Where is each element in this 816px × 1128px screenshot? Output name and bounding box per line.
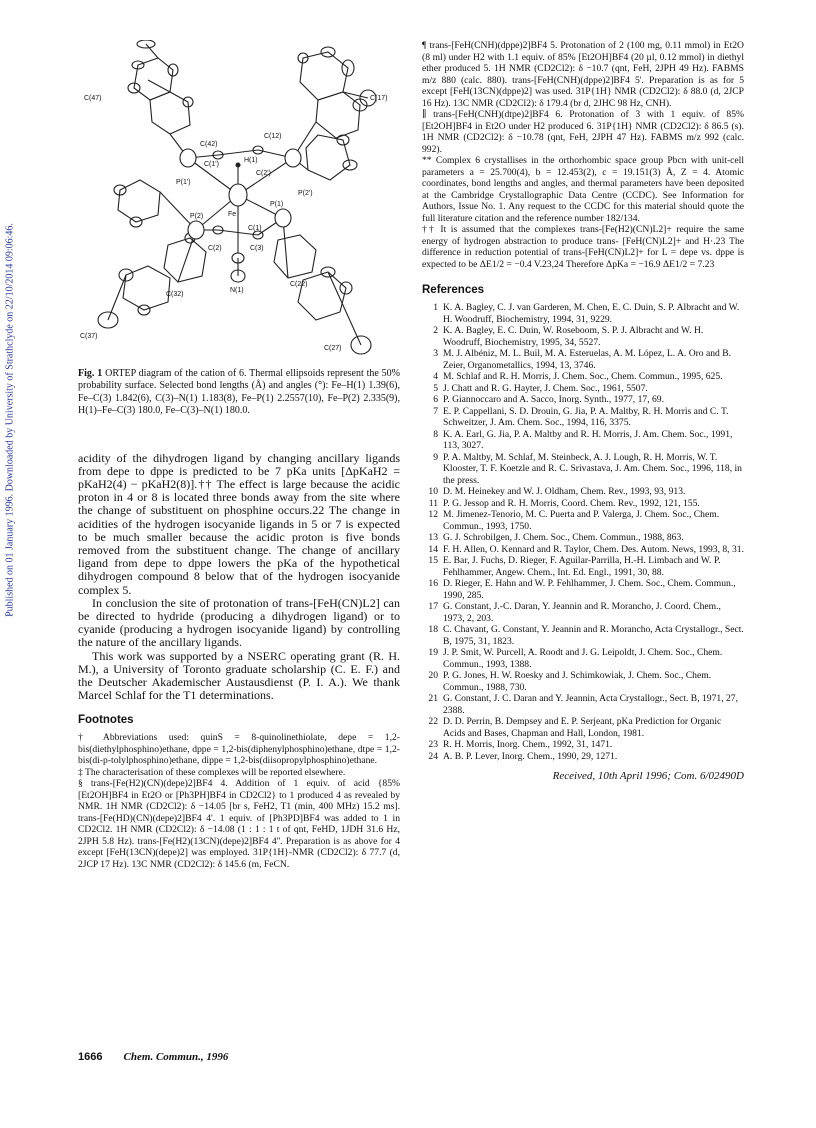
- reference-text: P. Giannoccaro and A. Sacco, Inorg. Synth., 1977, 17, 69.: [443, 394, 664, 405]
- reference-item: [422, 544, 744, 556]
- reference-item: [422, 693, 744, 716]
- reference-number: 20: [428, 670, 438, 681]
- atom-label-c32: C(32): [166, 291, 184, 298]
- reference-text: M. Jimenez-Tenorio, M. C. Puerta and P. Valerga, J. Chem. Soc., Chem. Commun., 1993, 1750.: [443, 509, 720, 532]
- atom-label-c42: C(42): [200, 141, 218, 148]
- reference-item: [422, 509, 744, 532]
- download-watermark-text: Published on 01 January 1996. Downloaded by University of Strathclyde on 22/10/2014 09:06:46.: [4, 223, 16, 617]
- footnote: ∥ trans-[FeH(CNH)(dtpe)2]BF4 6. Protonation of 3 with 1 equiv. of 85% [Et2OH]BF4 in Et2O under H2 produced 6. 31P{1H} NMR (CD2Cl2): δ 86.5 (s). 1H NMR (CD2Cl2): δ −10.78 (qnt, FeH, 2JPH 47 Hz). FABMS m/z 992 (calc. 992).: [422, 109, 744, 155]
- atom-label-c47: C(47): [84, 95, 102, 102]
- reference-item: [422, 452, 744, 487]
- figure-caption: [78, 368, 400, 418]
- ortep-figure: [78, 40, 400, 358]
- atom-label-c22: C(22): [290, 281, 308, 288]
- reference-number: 8: [433, 428, 438, 440]
- reference-text: P. G. Jones, H. W. Roesky and J. Schimkowiak, J. Chem. Soc., Chem. Commun., 1988, 730.: [443, 670, 712, 693]
- reference-text: K. A. Bagley, C. J. van Garderen, M. Chen, E. C. Duin, S. P. Albracht and W. H. Woodruff, Biochemistry, 1994, 31, 9229.: [443, 302, 740, 325]
- footnote: ¶ trans-[FeH(CNH)(dppe)2]BF4 5. Protonation of 2 (100 mg, 0.11 mmol) in Et2O (8 ml) under H2 with 1.1 equiv. of 85% [Et2OH]BF4 (20 µl, 0.12 mmol) in diethyl ether produced 5. 1H NMR (CD2Cl2): δ −10.7 (qnt, FeH, 2JPH 49 Hz). FABMS m/z 880 (calc. 880). trans-[FeH(CNH)(dppe)2]BF4 5'. Preparation is as for 5 except [FeH(13CN)(dppe)2] was used. 31P{1H} NMR (CD2Cl2): δ 88.0 (d, 2JCP 16 Hz). 13C NMR (CD2Cl2): δ 179.4 (br d, 2JHC 98 Hz, CNH).: [422, 40, 744, 109]
- reference-item: [422, 486, 744, 498]
- reference-text: A. B. P. Lever, Inorg. Chem., 1990, 29, 1271.: [443, 750, 618, 762]
- reference-text: P. G. Jessop and R. H. Morris, Coord. Chem. Rev., 1992, 121, 155.: [443, 497, 700, 509]
- phenyl-ring-right: [306, 135, 350, 180]
- reference-number: 14: [428, 543, 438, 555]
- reference-item: [422, 406, 744, 429]
- reference-number: 16: [428, 578, 438, 589]
- atom-label-p2prime: P(2'): [298, 190, 313, 197]
- reference-number: 19: [428, 647, 438, 658]
- reference-number: 4: [433, 371, 438, 382]
- atom-label-p1: P(1): [270, 201, 284, 208]
- reference-item: [422, 716, 744, 739]
- reference-text: J. P. Smit, W. Purcell, A. Roodt and J. G. Leipoldt, J. Chem. Soc., Chem. Commun., 1993, 1388.: [443, 647, 723, 670]
- reference-text: J. Chatt and R. G. Hayter, J. Chem. Soc., 1961, 5507.: [443, 382, 648, 394]
- reference-number: 10: [428, 486, 438, 497]
- atom-label-c12: C(12): [264, 133, 282, 140]
- figure-caption-label: Fig. 1: [78, 368, 103, 379]
- journal-name: Chem. Commun., 1996: [123, 1051, 229, 1063]
- atom-label-c37: C(37): [80, 333, 98, 340]
- download-watermark: [2, 210, 18, 630]
- reference-text: K. A. Earl, G. Jia, P. A. Maltby and R. H. Morris, J. Am. Chem. Soc., 1991, 113, 3027.: [443, 428, 733, 451]
- reference-number: 21: [428, 693, 438, 704]
- reference-number: 22: [428, 716, 438, 727]
- reference-number: 5: [433, 382, 438, 394]
- reference-item: [422, 498, 744, 510]
- atom-label-n1: N(1): [230, 287, 244, 294]
- footnotes-left: [78, 732, 400, 870]
- body-paragraph: acidity of the dihydrogen ligand by changing ancillary ligands from depe to dppe is predicted to be 7 pKa units [ΔpKaH2 = pKaH2(4) − pKaH2(8)].†† The effect is large because the acidic proton in 4 or 8 is located three bonds away from the site where the change of substituent on phosphine occurs.22 The change in acidities of the hydrogen isocyanide ligands in 5 or 7 is expected to be much smaller because the acidic proton is five bonds removed from the substituent change. The change of ancillary ligand from depe to dppe lowers the pKa of the hypothetical dihydrogen compound 8 below that of the hydrogen isocyanide complex 5.: [78, 450, 400, 597]
- reference-item: [422, 739, 744, 751]
- reference-number: 24: [428, 750, 438, 762]
- reference-number: 7: [433, 405, 438, 417]
- reference-item: [422, 371, 744, 383]
- reference-number: 23: [428, 739, 438, 750]
- reference-number: 11: [428, 497, 438, 509]
- phenyl-ring-upper-right-2: [316, 92, 360, 138]
- reference-item: [422, 383, 744, 395]
- page-number: 1666: [78, 1051, 103, 1063]
- atom-label-c1prime: C(1'): [204, 161, 219, 168]
- footnote: § trans-[Fe(H2)(CN)(depe)2]BF4 4. Addition of 1 equiv. of acid {85% [Et2OH]BF4 in Et2O or [Ph3PH]BF4 in CD2Cl2} to 1 produced 4 as revealed by NMR. 1H NMR (CD2Cl2): δ −14.05 [br s, FeH2, T1 (min, 400 MHz) 15.2 ms]. trans-[Fe(HD)(CN)(depe)2]BF4 4'. 1 equiv. of [Ph3PD]BF4 was added to 1 in CD2Cl2. 1H NMR (CD2Cl2): δ −14.08 (1 : 1 : 1 t of qnt, FeHD, 1JDH 31.6 Hz, 2JPH 5.8 Hz). trans-[Fe(H2)(13CN)(depe)2]BF4 4''. Preparation is as above for 4 except [FeH(13CN)(depe)2] was employed. 31P{1H}-NMR (CD2Cl2): δ 77.7 (d, 2JCP 17 Hz). 13C NMR (CD2Cl2): δ 145.6 (m, FeCN.: [78, 778, 400, 870]
- reference-text: M. J. Albéniz, M. L. Buil, M. A. Esteruelas, A. M. López, L. A. Oro and B. Zeier, Organometallics, 1994, 13, 3746.: [443, 348, 732, 371]
- reference-number: 2: [433, 325, 438, 336]
- phenyl-ring-lower-left-2: [164, 238, 206, 282]
- reference-item: [422, 624, 744, 647]
- atom-label-fe: Fe: [228, 211, 237, 218]
- reference-item: [422, 394, 744, 406]
- reference-item: [422, 429, 744, 452]
- reference-item: [422, 302, 744, 325]
- reference-item: [422, 325, 744, 348]
- reference-number: 9: [433, 451, 438, 463]
- atom-label-c17: C(17): [370, 95, 388, 102]
- footnotes-right: [422, 40, 744, 270]
- reference-text: D. M. Heinekey and W. J. Oldham, Chem. Rev., 1993, 93, 913.: [443, 486, 686, 497]
- reference-text: G. Constant, J.-C. Daran, Y. Jeannin and R. Morancho, J. Coord. Chem., 1973, 2, 203.: [443, 601, 721, 624]
- footnote: †† It is assumed that the complexes trans-[Fe(H2)(CN)L2]+ require the same energy of hydrogen abstraction to produce trans- [FeH(CN)L2]+ and H·.23 The difference in reduction potential of trans-[FeH(CN)L2]+ for L = depe vs. dppe is expected to be ΔE1/2 = −0.4 V.23,24 Therefore ΔpKa = −16.9 ΔE1/2 = 7.23: [422, 224, 744, 270]
- body-paragraph: This work was supported by a NSERC operating grant (R. H. M.), a University of Toronto graduate scholarship (C. E. F.) and the Deutscher Akademischer Austausdienst (P. I. A.). We thank Marcel Schlaf for the T1 determinations.: [78, 648, 400, 703]
- reference-number: 6: [433, 394, 438, 405]
- reference-number: 3: [433, 348, 438, 359]
- reference-number: 15: [428, 555, 438, 566]
- reference-number: 17: [428, 601, 438, 612]
- reference-number: 18: [428, 624, 438, 635]
- ortep-diagram: [78, 40, 400, 358]
- atom-label-c3: C(3): [250, 245, 264, 252]
- right-column: [422, 40, 744, 782]
- reference-text: G. J. Schrobilgen, J. Chem. Soc., Chem. Commun., 1988, 863.: [443, 532, 684, 543]
- atom-label-p1prime: P(1'): [176, 179, 191, 186]
- reference-number: 13: [428, 532, 438, 543]
- page-footer: [78, 1051, 228, 1063]
- phenyl-ring-lower-left: [123, 266, 170, 310]
- reference-text: P. A. Maltby, M. Schlaf, M. Steinbeck, A. J. Lough, R. H. Morris, W. T. Klooster, T. F. Koetzle and R. C. Srivastava, J. Am. Chem. Soc., 1996, 118, in the press.: [443, 451, 742, 486]
- received-line: Received, 10th April 1996; Com. 6/02490D: [552, 770, 744, 782]
- reference-item: [422, 647, 744, 670]
- reference-text: C. Chavant, G. Constant, Y. Jeannin and R. Morancho, Acta Crystallogr., Sect. B, 1975, 31, 1823.: [443, 624, 744, 647]
- atom-label-c1: C(1): [248, 225, 262, 232]
- atom-label-c27: C(27): [324, 345, 342, 352]
- reference-text: G. Constant, J. C. Daran and Y. Jeannin, Acta Crystallogr., Sect. B, 1971, 27, 2388.: [443, 693, 738, 716]
- footnotes-heading: Footnotes: [78, 714, 134, 727]
- reference-item: [422, 555, 744, 578]
- reference-text: D. D. Perrin, B. Dempsey and E. P. Serjeant, pKa Prediction for Organic Acids and Bases, Chapman and Hall, London, 1981.: [443, 716, 722, 739]
- reference-text: R. H. Morris, Inorg. Chem., 1992, 31, 1471.: [443, 739, 613, 750]
- reference-number: 12: [428, 509, 438, 520]
- body-paragraph: In conclusion the site of protonation of trans-[FeH(CN)L2] can be directed to hydride (producing a dihydrogen ligand) or to cyanide (producing a hydrogen isocyanide ligand) by controlling the nature of the ancillary ligands.: [78, 595, 400, 650]
- reference-text: K. A. Bagley, E. C. Duin, W. Roseboom, S. P. J. Albracht and W. H. Woodruff, Biochemistry, 1995, 34, 5527.: [443, 325, 704, 348]
- reference-number: 1: [433, 302, 438, 313]
- atom-label-c2: C(2): [208, 245, 222, 252]
- references-list: [422, 302, 744, 762]
- atom-label-h1: H(1): [244, 157, 258, 164]
- left-column: [78, 40, 400, 870]
- phenyl-ring-lower-right-2: [274, 235, 316, 278]
- figure-caption-text: ORTEP diagram of the cation of 6. Thermal ellipsoids represent the 50% probability surface. Selected bond lengths (Å) and angles (°): Fe–H(1) 1.39(6), Fe–C(3) 1.842(6), C(3)–N(1) 1.183(8), Fe–P(1) 2.2557(10), Fe–P(2) 2.335(9), H(1)–Fe–C(3) 180.0, Fe–C(3)–N(1) 180.0.: [78, 368, 401, 417]
- body-text: [78, 452, 400, 703]
- reference-text: F. H. Allen, O. Kennard and R. Taylor, Chem. Des. Autom. News, 1993, 8, 31.: [443, 543, 744, 555]
- footnote: † Abbreviations used: quinS = 8-quinolinethiolate, depe = 1,2-bis(diethylphosphino)ethane, dppe = 1,2-bis(diphenylphosphino)ethane, dtpe = 1,2-bis(di-p-tolylphosphino)ethane, dippe = 1,2-bis(diisopropylphosphino)ethane.: [78, 732, 400, 767]
- reference-text: E. P. Cappellani, S. D. Drouin, G. Jia, P. A. Maltby, R. H. Morris and C. T. Schweitzer, J. Am. Chem. Soc., 1994, 116, 3375.: [443, 405, 729, 428]
- atom-label-c2prime: C(2'): [256, 170, 271, 177]
- reference-item: [422, 348, 744, 371]
- reference-item: [422, 578, 744, 601]
- footnote: ‡ The characterisation of these complexes will be reported elsewhere.: [78, 766, 346, 778]
- atom-label-p2: P(2): [190, 213, 204, 220]
- reference-item: [422, 670, 744, 693]
- reference-text: E. Bar, J. Fuchs, D. Rieger, F. Aguilar-Parrilla, H.-H. Limbach and W. P. Fehlhammer, Angew. Chem., Int. Ed. Engl., 1991, 30, 88.: [443, 555, 721, 578]
- footnote: ** Complex 6 crystallises in the orthorhombic space group Pbcn with unit-cell parameters a = 25.700(4), b = 12.453(2), c = 19.151(3) Å, Z = 4. Atomic coordinates, bond lengths and angles, and thermal parameters have been deposited at the Cambridge Crystallographic Data Centre (CCDC). See Information for Authors, Issue No. 1. Any request to the CCDC for this material should quote the full literature citation and the reference number 182/134.: [422, 155, 744, 224]
- reference-item: [422, 601, 744, 624]
- reference-item: [422, 751, 744, 763]
- reference-item: [422, 532, 744, 544]
- references-heading: References: [422, 284, 485, 296]
- reference-text: D. Rieger, E. Hahn and W. P. Fehlhammer, J. Chem. Soc., Chem. Commun., 1990, 285.: [443, 578, 736, 601]
- reference-text: M. Schlaf and R. H. Morris, J. Chem. Soc., Chem. Commun., 1995, 625.: [443, 371, 723, 382]
